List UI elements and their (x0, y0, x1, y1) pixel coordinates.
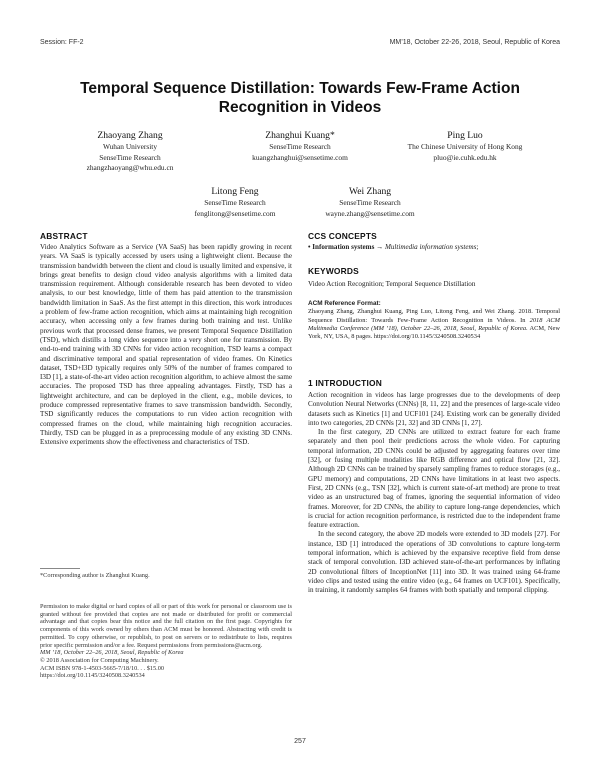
author-affiliation: SenseTime Research (339, 198, 401, 207)
author-name: Zhaoyang Zhang (97, 130, 163, 141)
author-email: pluo@ie.cuhk.edu.hk (433, 152, 497, 162)
ccs-heading: CCS CONCEPTS (308, 231, 377, 241)
permission-isbn: ACM ISBN 978-1-4503-5665-7/18/10. . . $15.00 (40, 664, 165, 672)
ccs-item: Multimedia information systems (384, 243, 477, 251)
abstract-text (40, 243, 292, 448)
author-affiliation: SenseTime Research (204, 198, 266, 207)
author-email: wayne.zhang@sensetime.com (325, 208, 415, 218)
author-affiliation: The Chinese University of Hong Kong (407, 142, 523, 151)
author-affiliation: Wuhan University (102, 142, 158, 151)
page-number: 257 (294, 738, 306, 745)
abstract-paragraph: Video Analytics Software as a Service (VA SaaS) has been rapidly growing in recent years. VA SaaS is typically accessed by users using a lightweight client. Because the transmission bandwidth between the client and cloud is usually limited and expensive, it brings great benefits to design cloud video analysis algorithms with a limited data transmission requirement. Although considerable research has been devoted to video analysis, to our best knowledge, little of them has paid attention to the transmission bandwidth limitation in SaaS. As the first attempt in this direction, this work introduces a problem of few-frame action recognition, which aims at maintaining high recognition accuracy, when accessing only a few frames during both training and test. Unlike previous work that processed dense frames, we present Temporal Sequence Distillation (TSD), which distills a long video sequence into a very short one for transmission. By end-to-end training with 3D CNNs for video action recognition, TSD learns a compact and discriminative temporal and spatial representation of video frames. On Kinetics dataset, TSD+I3D typically requires only 50% of the number of frames compared to I3D [1], a state-of-the-art video action recognition algorithm, to achieve almost the same accuracies. The proposed TSD has three appealing advantages. Firstly, TSD has a lightweight architecture, and can be deployed in the client, e.g., mobile devices, to produce compressed representative frames to save transmission bandwidth. Secondly, TSD significantly reduces the computations to run video action recognition with compressed frames on the cloud, while maintaining high recognition accuracies. Thirdly, TSD can be plugged in as a preprocessing module of any existing 3D CNNs. Extensive experiments show the effectiveness and characteristics of TSD. (40, 243, 292, 447)
footnote: *Corresponding author is Zhanghui Kuang. (40, 572, 150, 579)
intro-paragraph: In the second category, the above 2D models were extended to 3D models [27]. For instance, I3D [1] introduced the operations of 3D convolutions to capture long-term temporal information, which is achieved by the expansive receptive field from dense stack of temporal convolution. I3D achieved state-of-the-art performances by inflating 2D convolutional filters of InceptionNet [11] into 3D. It was trained using 64-frame video clips and tested using the entire video (e.g., 64 frames on UCF101). Specifically, in training, it randomly samples 64 frames with both spatially and temporal clipping. (308, 530, 560, 595)
author-block (55, 130, 205, 174)
permission-copyright: © 2018 Association for Computing Machinery. (40, 656, 159, 664)
keywords-heading: KEYWORDS (308, 266, 359, 276)
author-block (295, 186, 445, 219)
author-affiliation: SenseTime Research (99, 152, 161, 162)
author-name: Zhanghui Kuang* (265, 130, 335, 141)
author-block (380, 130, 550, 163)
acm-reference-venue: 2018 ACM Multimedia Conference (MM ’18), October 22–26, 2018, Seoul, Republic of Korea. (308, 316, 560, 332)
author-name: Ping Luo (447, 130, 483, 141)
author-name: Wei Zhang (348, 186, 392, 197)
footnote-rule (40, 568, 80, 569)
permission-text: Permission to make digital or hard copies of all or part of this work for personal or classroom use is granted without fee provided that copies are not made or distributed for profit or commercial advantage and that copies bear this notice and the full citation on the first page. Copyrights for components of this work owned by others than ACM must be honored. Abstracting with credit is permitted. To copy otherwise, or republish, to post on servers or to redistribute to lists, requires prior specific permission and/or a fee. Request permissions from permissions@acm.org. (40, 603, 292, 649)
paper-title: Temporal Sequence Distillation: Towards Few-Frame Action Recognition in Videos (80, 80, 520, 116)
author-block (160, 186, 310, 219)
abstract-heading: ABSTRACT (40, 231, 88, 241)
author-email: kuangzhanghui@sensetime.com (252, 152, 348, 162)
permission-block (40, 603, 292, 680)
ccs-text (308, 243, 560, 252)
ccs-end: ; (476, 243, 479, 251)
acm-reference (308, 300, 560, 341)
keywords-text: Video Action Recognition; Temporal Sequence Distillation (308, 280, 476, 288)
author-email: fenglitong@sensetime.com (194, 208, 276, 218)
permission-conference: MM ’18, October 22–26, 2018, Seoul, Republic of Korea (40, 649, 184, 657)
author-email: zhangzhaoyang@whu.edu.cn (86, 163, 174, 172)
acm-reference-authors: Zhaoyang Zhang, Zhanghui Kuang, Ping Luo, Litong Feng, and Wei Zhang. 2018. Temporal Sequence Distillation: Towards Few-Frame Action Recognition in Videos. In (308, 308, 560, 324)
running-header-session: Session: FF-2 (40, 39, 84, 46)
acm-reference-heading: ACM Reference Format: (308, 300, 381, 307)
intro-text (308, 391, 560, 596)
permission-doi: https://doi.org/10.1145/3240508.3240534 (40, 672, 145, 680)
intro-paragraph: In the first category, 2D CNNs are utilized to extract feature for each frame separately and then pool their predictions across the whole video. For capturing temporal information, 2D CNNs could be adjusted by aggregating features over time [32], or fusing multiple modalities like RGB difference and optical flow [21, 32]. Although 2D CNNs can be trained by sparsely sampling frames to reduce storages (e.g., GPU memory) and computations, 2D CNNs have limitations in at least two aspects. First, 2D CNNs (e.g., TSN [32], which is current state-of-art method) are prone to treat video as an unstructured bag of frames, ignoring the sequential information of video frames. Moreover, for 2D CNNs, the ability to capture long-range dependencies, which is crucial for action recognition performance, is restricted due to the independent frame feature extraction. (308, 428, 560, 530)
running-header-venue: MM’18, October 22-26, 2018, Seoul, Republic of Korea (389, 39, 560, 46)
author-block (225, 130, 375, 163)
intro-heading: 1 INTRODUCTION (308, 378, 382, 388)
intro-paragraph: Action recognition in videos has large progresses due to the developments of deep Convolution Neural Networks (CNNs) [8, 11, 22] and the presences of large-scale video datasets such as Kinetics [1] and UCF101 [24]. Existing work can be generally divided into two categories, 2D CNNs [21, 32] and 3D CNNs [1, 27]. (308, 391, 560, 427)
acm-reference-rest: ACM, New York, NY, USA, 8 pages. https://doi.org/10.1145/3240508.3240534 (308, 324, 560, 341)
author-affiliation: SenseTime Research (269, 142, 331, 151)
author-name: Litong Feng (211, 186, 259, 197)
ccs-arrow: → (374, 243, 385, 251)
ccs-category: • Information systems (308, 243, 375, 251)
